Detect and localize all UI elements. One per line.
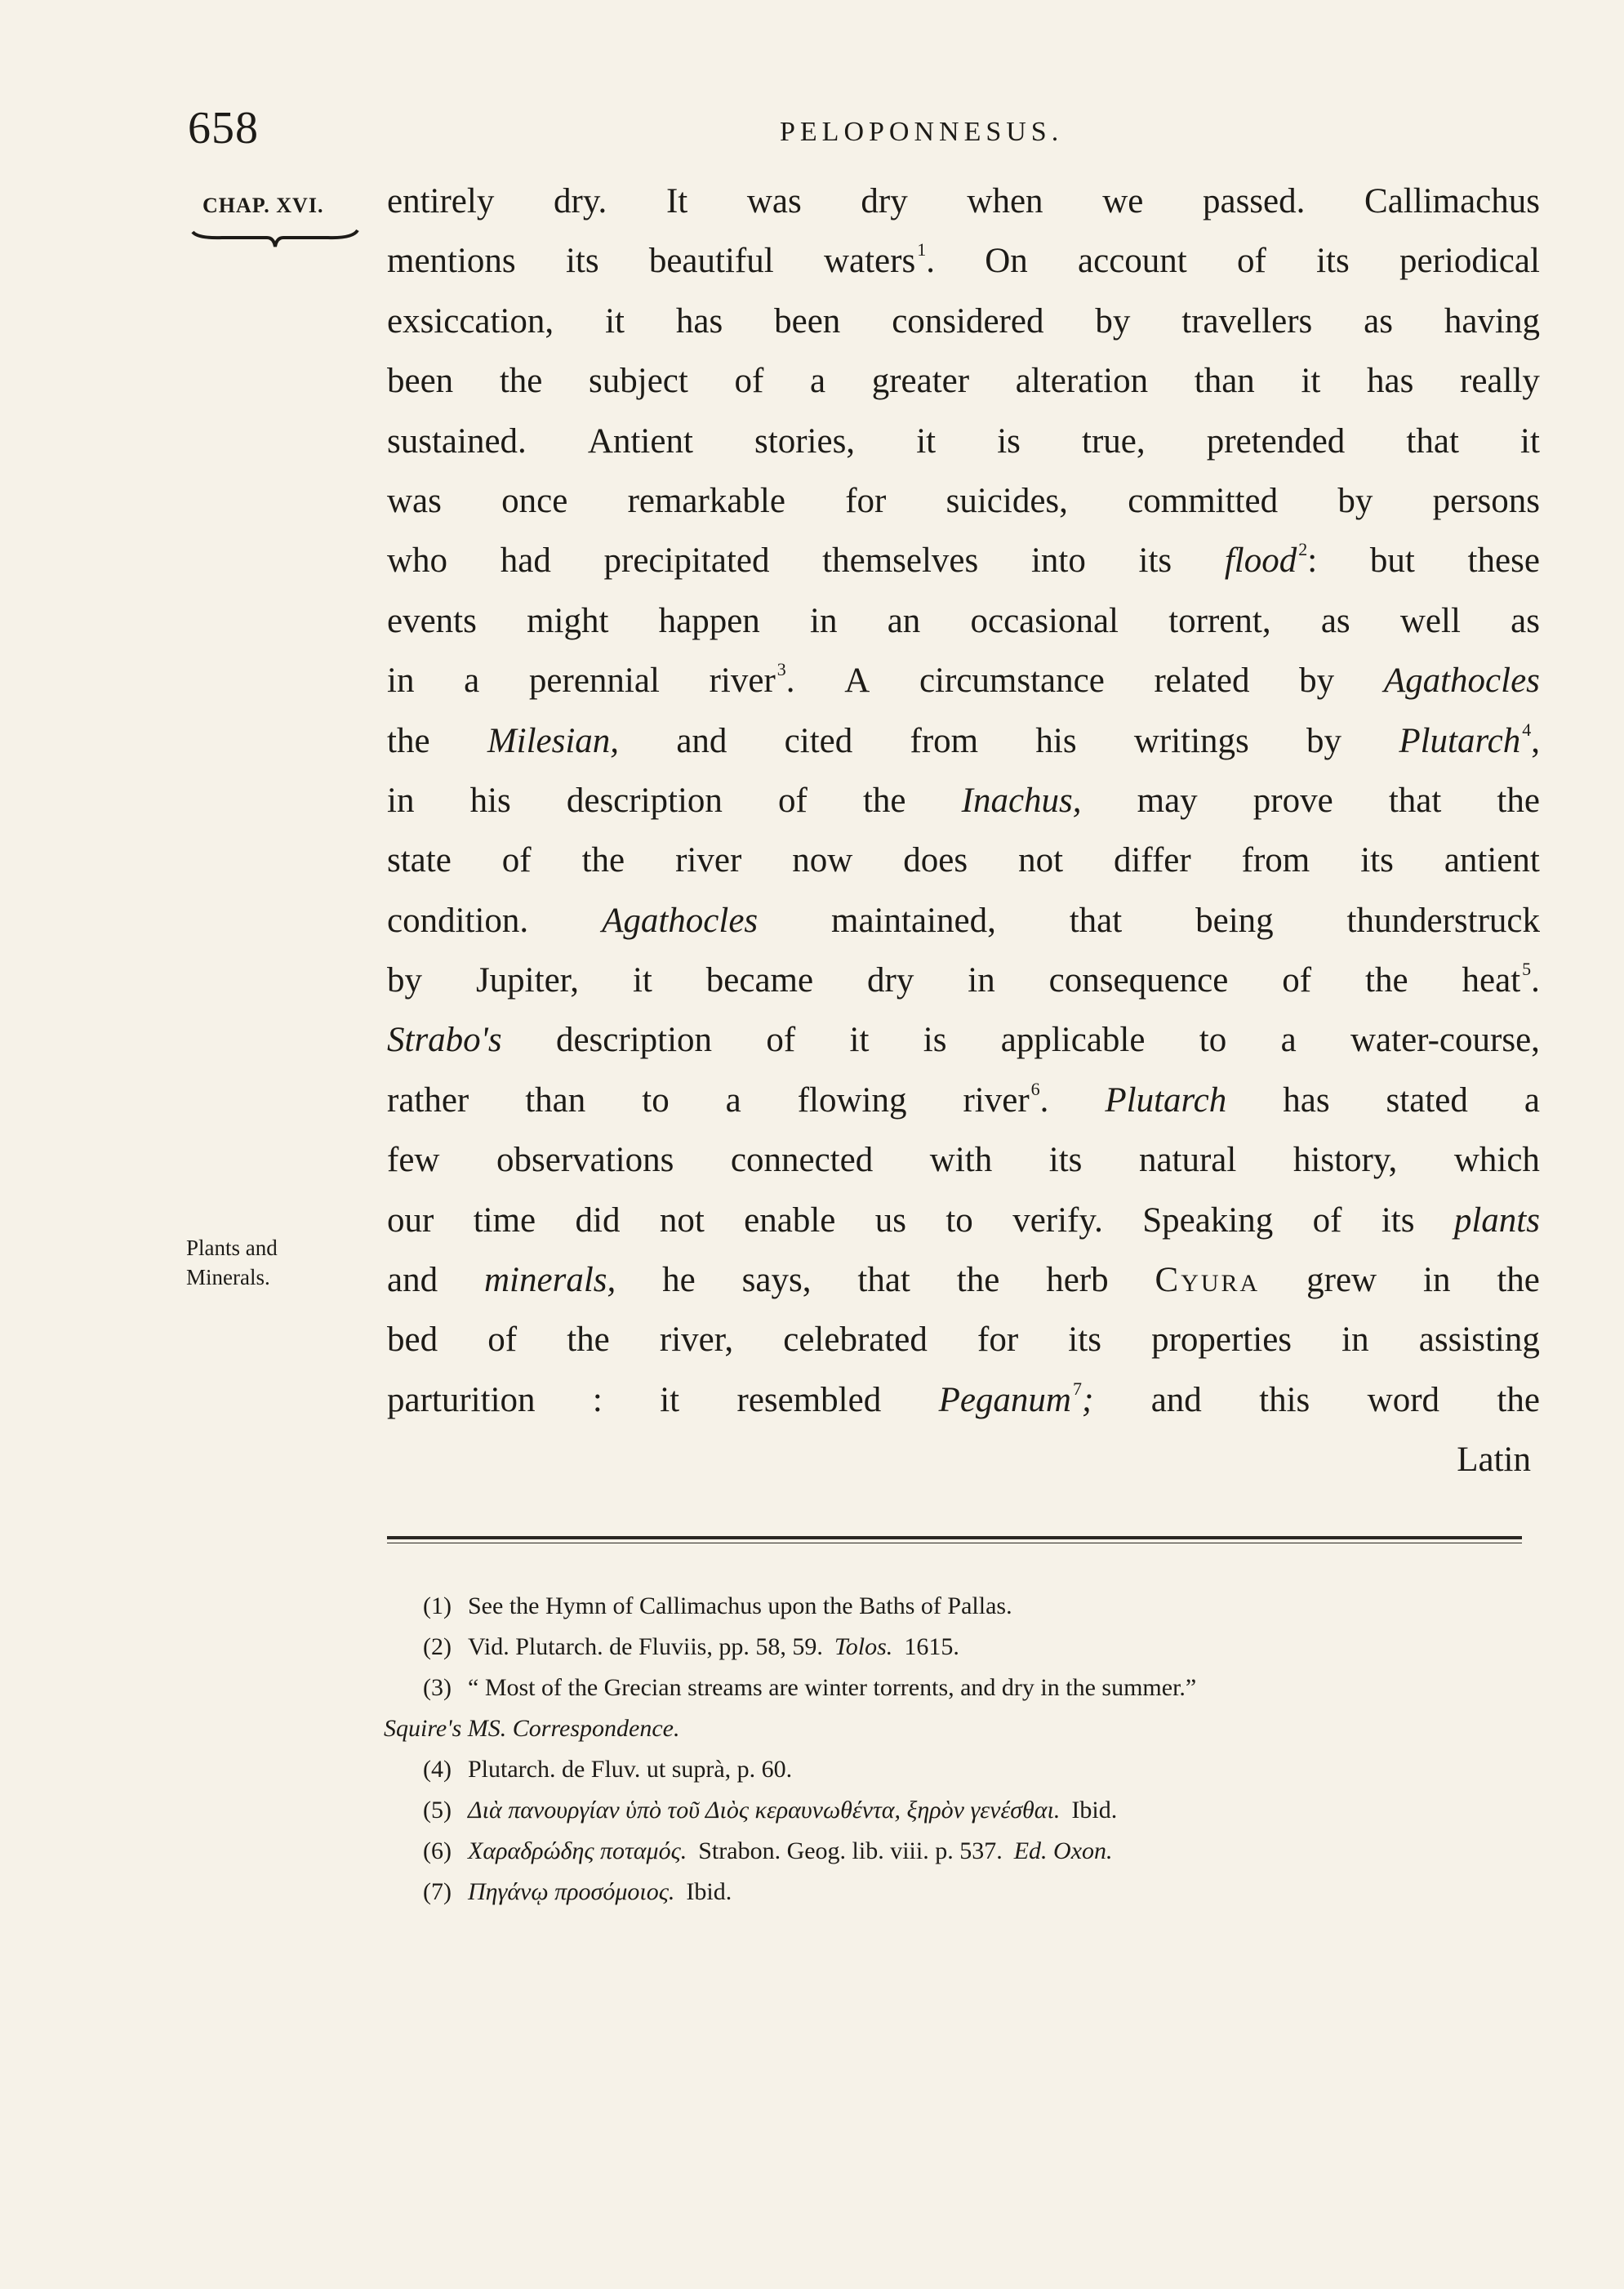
catchword: Latin (1457, 1441, 1531, 1480)
word: that (1388, 781, 1442, 820)
text-line (387, 721, 1540, 781)
catchword-line (387, 1440, 1540, 1499)
word: connected (730, 1141, 874, 1180)
word: water-course, (1350, 1021, 1540, 1060)
word: a (725, 1080, 741, 1120)
word: grew (1306, 1261, 1377, 1300)
word: torrent, (1168, 601, 1271, 640)
word: writings (1133, 721, 1249, 760)
word: considered (892, 301, 1044, 341)
footnote-part: (3) (423, 1674, 452, 1701)
footnote (384, 1790, 1527, 1831)
word: in (968, 961, 995, 1000)
word: river, (659, 1320, 734, 1360)
word: subject (589, 362, 688, 401)
word: of (1237, 242, 1266, 281)
word: time (473, 1200, 536, 1240)
word: it (1520, 421, 1540, 461)
word: really (1460, 362, 1540, 401)
word: has (1367, 362, 1414, 401)
word: says, (741, 1261, 812, 1300)
word: the (567, 1320, 610, 1360)
word: stories, (754, 421, 856, 461)
word: bed (387, 1320, 438, 1360)
footnote-part: Plutarch. de Fluv. ut suprà, p. 60. (468, 1756, 793, 1783)
word: state (387, 841, 452, 880)
word: for (977, 1320, 1019, 1360)
footnote (384, 1586, 1527, 1627)
word: precipitated (603, 541, 770, 581)
footnote-part: Πηγάνῳ προσόμοιος. (468, 1878, 675, 1905)
word: dry (861, 182, 908, 220)
word: a (464, 661, 480, 701)
word: us (874, 1200, 906, 1240)
word: been (774, 301, 841, 341)
text-line (387, 361, 1540, 421)
footnote (384, 1749, 1527, 1790)
word: On (985, 242, 1028, 281)
page-number: 658 (188, 103, 259, 154)
word: but (1369, 541, 1415, 581)
word: , (1531, 721, 1540, 760)
word: was (387, 481, 442, 520)
word: Plutarch (1105, 1080, 1227, 1120)
word: might (527, 601, 609, 640)
word: it (632, 961, 652, 1000)
word: maintained, (831, 901, 996, 940)
word: Peganum (938, 1380, 1071, 1419)
word: description (555, 1021, 713, 1060)
word: its (1360, 841, 1394, 880)
word: antient (1444, 841, 1540, 880)
word: was (746, 182, 802, 220)
word: remarkable (627, 481, 785, 520)
footnote-ref: 3 (776, 659, 786, 680)
text-line (387, 1020, 1540, 1080)
word: by (1337, 481, 1373, 520)
word: consequence (1048, 961, 1229, 1000)
word: from (910, 721, 979, 760)
word: dry. (554, 182, 607, 220)
word: it (605, 301, 625, 341)
word: to (642, 1080, 670, 1120)
text-line (387, 960, 1540, 1020)
word: is (923, 1021, 947, 1060)
word: . (926, 242, 935, 281)
word: happen (658, 601, 760, 640)
footnote-part: Strabon. Geog. lib. viii. p. 537. (698, 1837, 1003, 1864)
word: it (916, 421, 937, 461)
word: we (1102, 182, 1144, 220)
word: applicable (1000, 1021, 1146, 1060)
text-line (387, 421, 1540, 481)
word: became (705, 961, 814, 1000)
word: plants (1453, 1200, 1540, 1240)
footnote-part: (1) (423, 1592, 452, 1619)
footnote-part: (6) (423, 1837, 452, 1864)
word: the (1497, 781, 1540, 820)
text-line (387, 541, 1540, 600)
word: in (387, 781, 415, 820)
text-line (387, 840, 1540, 900)
word: of (1282, 961, 1312, 1000)
footnote (384, 1627, 1527, 1668)
word: natural (1138, 1141, 1237, 1180)
word: did (575, 1200, 621, 1240)
word: ; (1081, 1380, 1094, 1419)
word: related (1154, 661, 1250, 701)
word: themselves (822, 541, 979, 581)
text-line (387, 1380, 1540, 1440)
word: resembled (736, 1380, 882, 1419)
word: Strabo's (387, 1021, 502, 1060)
word: the (862, 781, 906, 820)
body-text (387, 181, 1540, 1500)
footnote-part: (7) (423, 1878, 452, 1905)
word: waters (823, 242, 916, 281)
word: flowing (797, 1080, 907, 1120)
word: Cyura (1155, 1261, 1261, 1300)
text-line (387, 1140, 1540, 1200)
word: . (1531, 961, 1540, 1000)
word: been (387, 362, 454, 401)
footnote-ref: 7 (1072, 1378, 1082, 1399)
word: not (1018, 841, 1064, 880)
word: exsiccation, (387, 301, 554, 341)
word: that (1406, 421, 1459, 461)
word: when (967, 182, 1043, 220)
word: this (1259, 1380, 1310, 1419)
word: Agathocles (1383, 661, 1540, 701)
word: a (1524, 1080, 1540, 1120)
word: enable (744, 1200, 836, 1240)
word: the (387, 721, 430, 760)
word: Jupiter, (475, 961, 579, 1000)
text-line (387, 1320, 1540, 1379)
word: entirely (387, 182, 495, 220)
word: it (849, 1021, 870, 1060)
word: Callimachus (1364, 182, 1540, 220)
word: Antient (587, 421, 693, 461)
word: the (956, 1261, 1000, 1300)
footnote (384, 1831, 1527, 1872)
word: river (675, 841, 742, 880)
word: the (1497, 1380, 1540, 1419)
word: sustained. (387, 421, 527, 461)
word: the (1365, 961, 1408, 1000)
word: minerals, (484, 1261, 616, 1300)
word: an (887, 601, 921, 640)
word: passed. (1202, 182, 1306, 220)
text-line (387, 1260, 1540, 1320)
word: differ (1113, 841, 1191, 880)
word: of (1312, 1200, 1342, 1240)
word: flood (1224, 541, 1297, 581)
word: history, (1293, 1141, 1398, 1180)
word: persons (1432, 481, 1540, 520)
word: travellers (1181, 301, 1313, 341)
word: few (387, 1141, 440, 1180)
text-line (387, 1200, 1540, 1260)
word: of (501, 841, 532, 880)
word: with (929, 1141, 993, 1180)
word: does (903, 841, 968, 880)
word: to (945, 1200, 973, 1240)
word: for (845, 481, 887, 520)
word: that (857, 1261, 910, 1300)
word: Inachus, (961, 781, 1082, 820)
text-line (387, 481, 1540, 541)
word: its (1048, 1141, 1083, 1180)
margin-note-line: Minerals. (186, 1265, 270, 1289)
word: of (734, 362, 764, 401)
word: . (785, 661, 795, 701)
text-line (387, 601, 1540, 661)
text-line (387, 661, 1540, 720)
word: occasional (970, 601, 1119, 640)
word: by (1306, 721, 1342, 760)
text-line (387, 1080, 1540, 1140)
word: its (1316, 242, 1350, 281)
word: true, (1082, 421, 1146, 461)
word: than (525, 1080, 586, 1120)
footnote-ref: 6 (1030, 1078, 1040, 1099)
footnote-part: Squire's MS. Correspondence. (384, 1715, 680, 1742)
word: a (1280, 1021, 1297, 1060)
word: river (963, 1080, 1030, 1120)
word: to (1199, 1021, 1227, 1060)
word: and (1150, 1380, 1202, 1419)
footnote-part: Διὰ πανουργίαν ὑπὸ τοῦ Διὸς κεραυνωθέντα, ξηρὸν γενέσθαι. (468, 1797, 1061, 1824)
text-line (387, 241, 1540, 301)
word: assisting (1418, 1320, 1540, 1360)
word: observations (496, 1141, 674, 1180)
word: Plutarch (1399, 721, 1521, 760)
footnote-part: Ibid. (1071, 1797, 1118, 1824)
word: as (1320, 601, 1350, 640)
word: by (1299, 661, 1335, 701)
footnote-part: (5) (423, 1797, 452, 1824)
word: Speaking (1142, 1200, 1274, 1240)
word: the (499, 362, 543, 401)
word: its (565, 242, 599, 281)
word: heat (1462, 961, 1521, 1000)
footnote-part: Ed. Oxon. (1013, 1837, 1113, 1864)
word: properties (1151, 1320, 1293, 1360)
word: by (1095, 301, 1131, 341)
word: events (387, 601, 477, 640)
word: river (709, 661, 776, 701)
word: has (675, 301, 723, 341)
word: may (1137, 781, 1198, 820)
word: he (662, 1261, 696, 1300)
word: is (997, 421, 1021, 461)
footnote-part: Ibid. (686, 1878, 732, 1905)
word: in (1423, 1261, 1451, 1300)
word: it (660, 1380, 680, 1419)
footnote-part: 1615. (904, 1633, 959, 1660)
word: our (387, 1200, 434, 1240)
word: well (1399, 601, 1461, 640)
margin-note-line: Plants and (186, 1236, 278, 1260)
word: description (566, 781, 723, 820)
word: A (844, 661, 870, 701)
word: it (1301, 362, 1321, 401)
word: and (676, 721, 727, 760)
word: greater (871, 362, 970, 401)
word: and (387, 1261, 438, 1300)
word: the (1497, 1261, 1540, 1300)
word: has (1283, 1080, 1330, 1120)
word: pretended (1206, 421, 1346, 461)
footnote-part: (2) (423, 1633, 452, 1660)
word: now (792, 841, 853, 880)
word: condition. (387, 901, 529, 940)
word: as (1364, 301, 1393, 341)
word: dry (867, 961, 914, 1000)
running-head: PELOPONNESUS. (780, 117, 1064, 147)
footnote-part: (4) (423, 1756, 452, 1783)
word: in (1341, 1320, 1369, 1360)
word: committed (1128, 481, 1279, 520)
text-line (387, 181, 1540, 241)
word: of (766, 1021, 796, 1060)
text-line (387, 301, 1540, 361)
word: his (469, 781, 511, 820)
word: which (1453, 1141, 1540, 1180)
footnote-ref: 5 (1522, 959, 1532, 980)
footnote-rule (387, 1536, 1522, 1539)
word: these (1467, 541, 1540, 581)
footnote-continuation (384, 1708, 1527, 1749)
word: as (1511, 601, 1540, 640)
word: prove (1252, 781, 1333, 820)
word: its (1068, 1320, 1101, 1360)
footnote-part: Tolos. (834, 1633, 893, 1660)
word: alteration (1015, 362, 1149, 401)
word: herb (1046, 1261, 1109, 1300)
text-line (387, 901, 1540, 960)
word: mentions (387, 242, 516, 281)
footnote-part: “ Most of the Grecian streams are winter torrents, and dry in the summer.” (468, 1674, 1197, 1701)
word: being (1195, 901, 1274, 940)
footnote-ref: 2 (1298, 539, 1308, 560)
footnote-ref: 1 (917, 239, 927, 261)
word: having (1444, 301, 1540, 341)
word: Agathocles (602, 901, 759, 940)
chapter-label: CHAP. XVI. (202, 194, 324, 217)
word: that (1069, 901, 1123, 940)
word: of (778, 781, 808, 820)
word: had (500, 541, 551, 581)
footnote-ref: 4 (1522, 719, 1532, 740)
word: verify. (1012, 1200, 1103, 1240)
chapter-brace-ornament (189, 227, 361, 252)
word: perennial (528, 661, 660, 701)
footnote-part: Vid. Plutarch. de Fluviis, pp. 58, 59. (468, 1633, 823, 1660)
word: who (387, 541, 448, 581)
word: It (665, 182, 688, 220)
word: in (387, 661, 415, 701)
word: Milesian, (487, 721, 620, 760)
word: thunderstruck (1346, 901, 1540, 940)
word: his (1035, 721, 1077, 760)
footnote-part: Χαραδρώδης ποταμός. (468, 1837, 687, 1864)
word: once (501, 481, 568, 520)
footnote (384, 1872, 1527, 1913)
word: by (387, 961, 422, 1000)
word: from (1241, 841, 1310, 880)
word: stated (1386, 1080, 1468, 1120)
word: of (487, 1320, 518, 1360)
word: than (1194, 362, 1255, 401)
word: cited (784, 721, 853, 760)
word: its (1138, 541, 1172, 581)
word: not (659, 1200, 705, 1240)
word: . (1039, 1080, 1049, 1120)
word: into (1030, 541, 1086, 581)
word: its (1381, 1200, 1415, 1240)
word: in (810, 601, 838, 640)
word: circumstance (919, 661, 1105, 701)
word: beautiful (648, 242, 774, 281)
footnote-part: See the Hymn of Callimachus upon the Baths of Pallas. (468, 1592, 1012, 1619)
word: a (809, 362, 826, 401)
word: celebrated (783, 1320, 928, 1360)
footnote (384, 1668, 1527, 1708)
word: the (581, 841, 625, 880)
margin-note (186, 1233, 333, 1292)
word: periodical (1399, 242, 1540, 281)
word: rather (387, 1080, 469, 1120)
word: account (1078, 242, 1187, 281)
word: parturition (387, 1380, 536, 1419)
word: word (1367, 1380, 1440, 1419)
word: : (592, 1380, 603, 1419)
word: : (1307, 541, 1318, 581)
text-line (387, 781, 1540, 840)
footnotes (384, 1586, 1527, 1913)
word: suicides, (945, 481, 1068, 520)
